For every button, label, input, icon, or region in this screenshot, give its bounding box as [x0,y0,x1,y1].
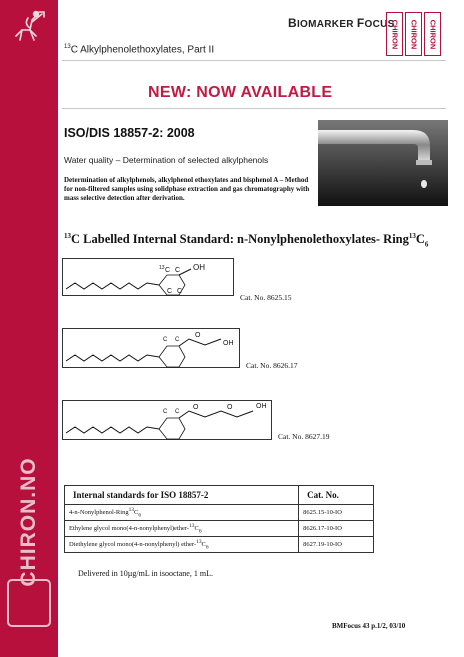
table-cell-cat: 8627.19-10-IO [299,537,374,553]
ether-o-label-2: O [227,404,233,411]
water-quality-line: Water quality – Determination of selected alkylphenols [64,155,269,165]
table-cell-name: Ethylene glycol $mono(4-n-nonylphenyl)ether-^{13}C_6$ [65,521,299,537]
structure-8625-15: 13 C C C C OH [62,258,234,296]
cat-no-8625-15: Cat. No. 8625.15 [240,293,292,302]
hydroxyl-label: OH [193,263,205,272]
cat-no-8626-17: Cat. No. 8626.17 [246,361,298,370]
chiron-logo-1: CHIRON [386,12,403,56]
headline-divider [62,108,446,109]
table-row [65,537,374,553]
table-cell-name: Diethylene glycol mono(4-n-nonylphenyl) ether-$^{13}C_6$ [65,537,299,553]
chiron-logo-3: CHIRON [424,12,441,56]
cat-no-8627-19: Cat. No. 8627.19 [278,432,330,441]
hydroxyl-label: OH [256,403,267,410]
table-row [65,521,374,537]
method-description: Determination of alkylphenols, alkylphenol ethoxylates and bisphenol A – Method for non-filtered samples using solidphase extraction and gas chromatography with mass selective detection after derivation. [64,176,310,202]
sagittarius-logo-icon [8,6,50,48]
table-cell-cat: 8626.17-10-IO [299,521,374,537]
table-header-row [65,486,374,505]
chiron-logo-2: CHIRON [405,12,422,56]
ether-o-label: O [195,332,201,339]
structure-8626-17-drawing [63,329,241,369]
structure-8627-19: C C O O OH [62,400,272,440]
table-cell-cat: 8625.15-10-IO [299,505,374,521]
iso-title: ISO/DIS 18857-2: 2008 [64,126,195,140]
page-subtitle: $^{13}$C Alkylphenolethoxylates, Part II [64,44,215,56]
page-footer: BMFocus 43 p.1/2, 03/10 [332,622,406,630]
structure-8626-17: C C O OH [62,328,240,368]
chiron-vertical-logo-text: CHIRON.NO [17,457,40,587]
internal-standards-table [64,485,374,553]
dripping-faucet-photo [318,120,448,206]
ether-o-label-1: O [193,404,199,411]
brand-sidebar [0,0,58,657]
delivered-note: Delivered in 10µg/mL in isooctane, 1 mL. [78,569,213,578]
table-header-name: Internal standards for ISO 18857-2 [65,486,299,505]
table-row [65,505,374,521]
header-divider [62,60,446,61]
structure-8625-15-drawing [63,259,235,297]
table-cell-name: $4-n-Nonylphenol-Ring^{13}C_6$ [65,505,299,521]
standard-heading: $^{13}$C Labelled Internal Standard: n-Nonylphenolethoxylates- $Ring^{13}C_6$ [64,232,429,249]
table-header-cat: Cat. No. [299,486,374,505]
series-title: BIOMARKER FOCUS [288,16,395,30]
hydroxyl-label: OH [223,340,234,347]
structure-8627-19-drawing [63,401,273,441]
headline: NEW: NOW AVAILABLE [148,84,333,101]
